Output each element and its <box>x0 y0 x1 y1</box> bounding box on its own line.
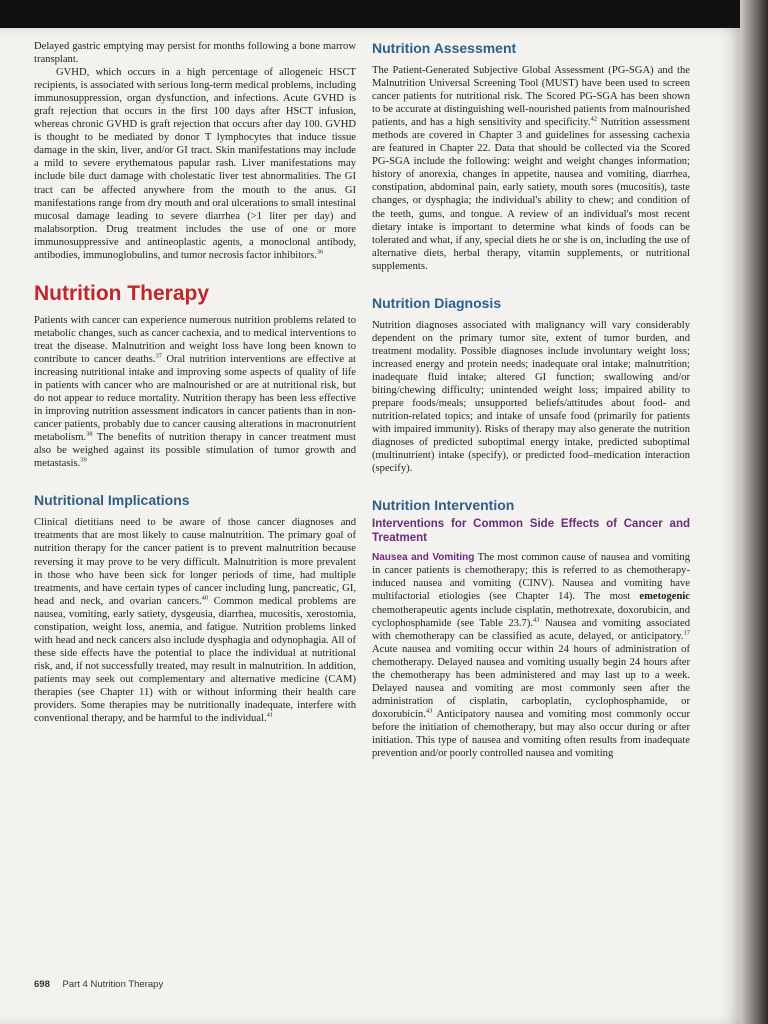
paragraph-nutrition-therapy: Patients with cancer can experience numerous nutrition problems related to metabolic changes, such as cancer cachexia, and to medical interventions to treat the disease. Malnutrition and weight loss have long been known to contribute to cancer deaths.$^{37}$ Oral nutrition interventions are effective at increasing nutritional intake and improving some aspects of quality of life in patients with cancer who are malnourished or are at nutritional risk, but do not appear to reduce mortality. Nutrition therapy has been less effective in improving nutrition assessment indicators in cancer patients than in non-cancer patients, probably due to cancer causing alterations in macronutrient metabolism.$^{38}$ The benefits of nutrition therapy in cancer treatment must also be weighed against its possible stimulation of tumor growth and metastasis.$^{39}$ <box>34 314 357 470</box>
paragraph-nausea-vomiting: Nausea and Vomiting The most common cause of nausea and vomiting in cancer patients is chemotherapy; this is referred to as chemotherapy-induced nausea and vomiting (CINV). Nausea and vomiting have multifactorial etiologies (see Chapter 14). The most emetogenic chemotherapeutic agents include cisplatin, methotrexate, doxorubicin, and cyclophosphamide (see Table 23.7).$^{43}$ Nausea and vomiting associated with chemotherapy can be classified as acute, delayed, or anticipatory.$^{17}$ Acute nausea and vomiting occur within 24 hours of administration of chemotherapy. Delayed nausea and vomiting usually begin 24 hours after the chemotherapy has been administered and may last up to a week. Delayed nausea and vomiting are most commonly seen after the administration of cisplatin, carboplatin, cyclophosphamide, or doxorubicin.$^{43}$ Anticipatory nausea and vomiting most commonly occur before the initiation of chemotherapy, but may also occur during or after initiation. This type of nausea and vomiting often results from inadequate prevention and/or poorly controlled nausea and vomiting <box>372 552 690 760</box>
paragraph-gvhd: GVHD, which occurs in a high percentage of allogeneic HSCT recipients, is associated with serious long-term medical problems, including immunosuppression, organ dysfunction, and infections. Acute GVHD is graft rejection that occurs in the first 100 days after HSCT infusion, whereas chronic GVHD is graft rejection that occurs after day 100. GVHD is thought to be mediated by donor T lymphocytes that induce tissue damage in the skin, liver, and/or GI tract. Skin manifestations may include a mild to severe erythematous papular rash. Liver manifestations may include bile duct damage with cholestatic liver test abnormalities. The GI tract can be affected anywhere from the mouth to the anus. GI manifestations range from dry mouth and oral ulcerations to small intestinal mucosal damage leading to severe diarrhea (>1 liter per day) and malabsorption. Drug treatment includes the use of one or more immunosuppressive and antineoplastic agents, a monoclonal antibody, antibodies, immunoglobulins, and tumor necrosis factor inhibitors.$^{36}$ <box>34 67 356 261</box>
left-column <box>34 40 356 725</box>
heading-nutrition-assessment: Nutrition Assessment <box>372 40 517 56</box>
heading-nutrition-intervention: Nutrition Intervention <box>372 497 515 514</box>
right-column <box>372 40 690 760</box>
page-footer <box>34 979 163 990</box>
paragraph-gastric: Delayed gastric emptying may persist for months following a bone marrow transplant. <box>34 41 356 66</box>
subheading-common-side-effects: Interventions for Common Side Effects of Cancer and Treatment <box>372 518 690 545</box>
top-border <box>0 0 768 30</box>
heading-nutrition-therapy: Nutrition Therapy <box>34 281 210 305</box>
paragraph-nutritional-implications: Clinical dietitians need to be aware of those cancer diagnoses and treatments that are most likely to cause malnutrition. The primary goal of nutrition therapy for the cancer patient is to prevent malnutrition because reversing it may prove to be very difficult. Malnutrition is more prevalent in those who have been sick for longer periods of time, had multiple treatments, and have certain types of cancer including lung, pancreatic, GI, head and neck, and ovarian cancers.$^{40}$ Common medical problems are nausea, vomiting, early satiety, dysgeusia, diarrhea, mucositis, xerostomia, constipation, weight loss, anemia, and fatigue. Nutrition problems linked with head and neck cancers also include dysphagia and odynophagia. All of these side effects have the potential to place the individual at nutritional risk, and, if not successfully treated, may result in malnutrition. In addition, patients may seek out complementary and alternative medicine (CAM) therapies (see Chapter 11) with or without informing their health care providers. Some therapies may be nutritionally inadequate, interfere with conventional therapy, and be harmful to the individual.$^{41}$ <box>34 517 356 725</box>
page-number: 698 <box>34 979 50 990</box>
runin-nausea-vomiting: Nausea and Vomiting <box>372 552 475 564</box>
paragraph-nutrition-diagnosis: Nutrition diagnoses associated with malignancy will vary considerably dependent on the primary tumor site, extent of tumor burden, and treatment modality. Possible diagnoses include involuntary weight loss; increased energy and protein needs; inadequate oral intake; malnutrition; inadequate fluid intake; altered GI function; swallowing and/or biting/chewing difficulty; unintended weight loss; impaired ability to prepare foods/meals; unsupported beliefs/attitudes about food- and nutrition-related topics; and intake of unsafe food (primarily for patients with impaired immunity). Risks of therapy may also generate the nutrition diagnoses of predicted suboptimal energy intake, predicted suboptimal (multinutrient) intake (specify), or predicted food–medication interaction (specify). <box>372 319 690 475</box>
page-spine-edge <box>740 0 768 1024</box>
heading-nutritional-implications: Nutritional Implications <box>34 492 190 509</box>
paragraph-nutrition-assessment: The Patient-Generated Subjective Global Assessment (PG-SGA) and the Malnutrition Universal Screening Tool (MUST) have been used to screen cancer patients for nutritional risk. The Scored PG-SGA has been shown to be accurate at distinguishing well-nourished patients from malnourished patients, and has a high sensitivity and specificity.$^{42}$ Nutrition assessment methods are covered in Chapter 3 and guidelines for assessing cachexia are featured in Chapter 22. Data that should be collected via the Scored PG-SGA include the following: weight and weight changes information; history of anorexia, changes in appetite, nausea and vomiting, diarrhea, constipation, abdominal pain, early satiety, mouth sores (mucositis), taste changes, or dysphagia; the individual's ability to chew; and condition of the teeth, gums, and tongue. A review of an individual's most recent dietary intake is important to determine what kinds of foods can be tolerated and what, if any, special diets he or she is on, including the use of alternative diets, herbal therapy, vitamin supplements, or nutritional supplements. <box>372 65 691 272</box>
footer-part: Part 4 <box>62 979 88 990</box>
term-emetogenic: emetogenic <box>639 591 690 603</box>
heading-nutrition-diagnosis: Nutrition Diagnosis <box>372 294 502 311</box>
footer-section: Nutrition Therapy <box>90 979 164 990</box>
